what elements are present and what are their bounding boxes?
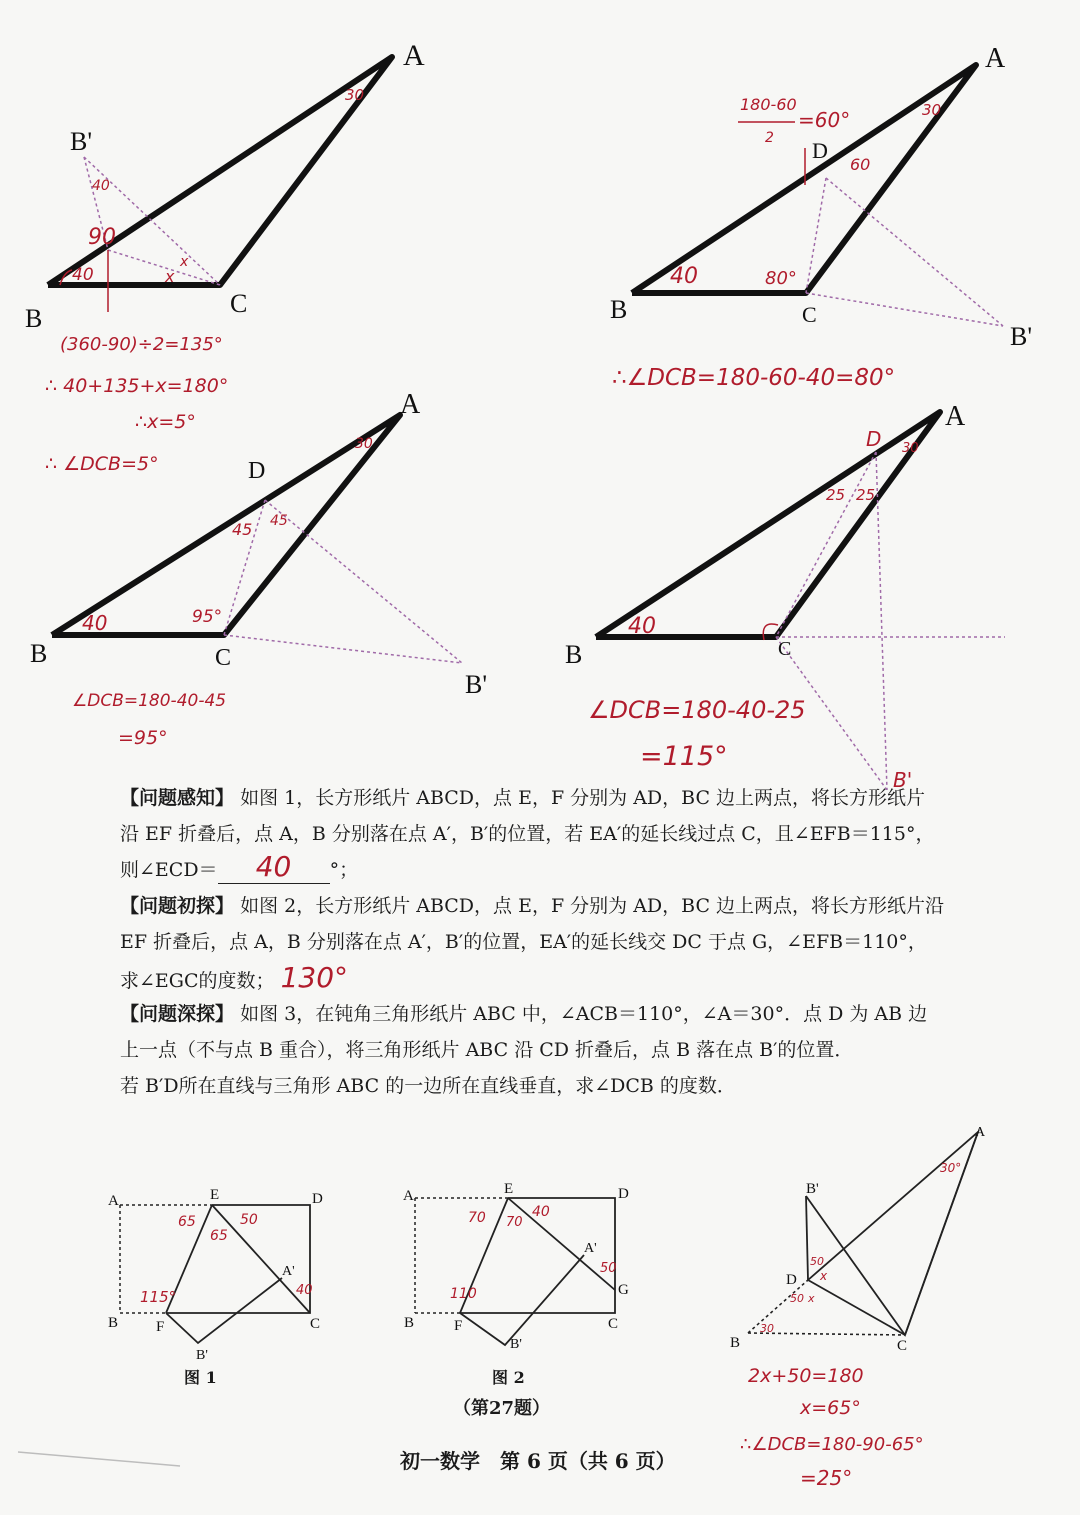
answer-egc: 130°	[280, 961, 349, 994]
fig3-mark-d4: x	[808, 1292, 815, 1305]
fig3-work-2: x=65°	[800, 1397, 861, 1419]
sketch-3-mark-a: 30	[355, 436, 373, 452]
problem-perception	[120, 780, 1010, 888]
sketch-3	[30, 389, 487, 749]
sketch-2-frac-result: =60°	[798, 108, 851, 132]
fig3-mark-a: 30°	[940, 1161, 962, 1175]
fig2-label-b: B	[404, 1315, 415, 1331]
problem-deep-text-1: 如图 3，在钝角三角形纸片 ABC 中，∠ACB＝110°，∠A＝30°．点 D 为 AB 边	[240, 1003, 928, 1025]
sketch-1-mark-a: 30	[345, 86, 365, 104]
fig1-label-c: C	[310, 1316, 321, 1332]
sketch-3-mark-c: 95°	[192, 607, 223, 627]
sketch-4-label-c: C	[778, 638, 792, 660]
problem-perception-text-2: 沿 EF 折叠后，点 A，B 分别落在点 A′，B′的位置，若 EA′的延长线过点 C，且∠EFB＝115°，	[120, 823, 935, 845]
figure-2-caption: 图 2	[492, 1368, 525, 1387]
sketch-2-fold-dbp	[826, 178, 1003, 326]
problem-perception-tag: 【问题感知】	[120, 787, 235, 809]
page-footer: 初一数学 第 6 页（共 6 页）	[400, 1449, 676, 1473]
fig2-label-a: A	[403, 1188, 414, 1204]
fig2-label-bp: B'	[510, 1337, 522, 1352]
fig1-label-ap: A'	[282, 1264, 295, 1279]
fig2-label-e: E	[504, 1181, 514, 1197]
fig1-mark-e1: 65	[178, 1214, 196, 1230]
sketch-3-fold-dbp	[265, 500, 462, 663]
sketch-4	[565, 401, 1005, 790]
sketch-1-fold-bpc	[84, 157, 220, 285]
sketch-2-work: ∴∠DCB=180-60-40=80°	[612, 365, 896, 391]
fig2-mark-e2: 70	[506, 1215, 523, 1230]
sketch-3-label-a: A	[400, 389, 421, 420]
fig1-label-f: F	[156, 1319, 165, 1335]
fig2-mark-e3: 40	[532, 1204, 550, 1220]
sketch-2-frac-top: 180-60	[740, 95, 797, 114]
fig3-mark-d2: x	[820, 1269, 828, 1283]
sketch-1-work-3: ∴x=5°	[135, 411, 196, 433]
problem-explore-text-1: 如图 2，长方形纸片 ABCD，点 E，F 分别为 AD，BC 边上两点，将长方形纸片沿	[240, 895, 945, 917]
fig3-mark-b: 30	[760, 1322, 774, 1335]
sketch-2-triangle	[632, 65, 976, 293]
fig1-mark-e2: 65	[210, 1228, 228, 1244]
sketch-1-work-4: ∴ ∠DCB=5°	[45, 453, 159, 475]
figure-2	[403, 1181, 629, 1352]
scan-mark	[18, 1452, 180, 1466]
problem-explore-text-3: 求∠EGC的度数；	[120, 970, 275, 992]
sketch-2-mark-c: 80°	[765, 268, 797, 289]
sketch-1-mark-x1: x	[180, 254, 189, 270]
fig3-bpd	[806, 1196, 808, 1280]
fig3-bd-dashed	[748, 1280, 808, 1333]
fig2-line-eg	[508, 1198, 615, 1290]
fig3-label-a: A	[975, 1125, 986, 1140]
sketch-1	[25, 39, 425, 475]
sketch-4-mark-d1: 25	[826, 486, 846, 504]
sketch-2-fold-cbp	[806, 293, 1003, 326]
sketch-2-label-c: C	[802, 302, 817, 327]
problem-perception-line-1	[120, 780, 1010, 816]
fig2-label-d: D	[618, 1186, 629, 1202]
sketch-2-label-a: A	[985, 43, 1006, 74]
problem-explore-text-2: EF 折叠后，点 A，B 分别落在点 A′，B′的位置，EA′的延长线交 DC 于点 G，∠EFB＝110°，	[120, 931, 927, 953]
sketch-2-mark-b: 40	[670, 264, 698, 289]
sketch-3-label-b: B	[30, 639, 48, 668]
sketch-4-label-d: D	[866, 427, 882, 451]
sketch-4-fold-dbp	[876, 452, 887, 790]
sketch-3-mark-b: 40	[82, 611, 108, 635]
sketch-3-triangle	[52, 415, 400, 635]
problem-explore-tag: 【问题初探】	[120, 895, 235, 917]
sketch-4-mark-d2: 25	[856, 486, 876, 504]
fig1-label-bp: B'	[196, 1348, 208, 1363]
sketch-1-work-2: ∴ 40+135+x=180°	[45, 375, 229, 397]
sketch-3-label-c: C	[215, 645, 232, 671]
fig2-mark-e1: 70	[468, 1210, 486, 1226]
fig3-work-3: ∴∠DCB=180-90-65°	[740, 1434, 924, 1455]
fig1-label-e: E	[210, 1187, 220, 1203]
fig3-label-bp: B'	[806, 1181, 819, 1197]
problem-deep-text-3: 若 B′D所在直线与三角形 ABC 的一边所在直线垂直，求∠DCB 的度数．	[120, 1075, 736, 1097]
fig1-mark-c: 40	[296, 1283, 313, 1298]
sketch-4-mark-a: 30	[902, 441, 919, 456]
problem-explore-line-1	[120, 888, 1010, 924]
fig2-label-c: C	[608, 1316, 619, 1332]
sketch-1-mark-x: x	[165, 267, 175, 286]
sketch-4-mark-b: 40	[628, 614, 656, 639]
sketch-1-mark-b: 40	[72, 265, 94, 285]
sketch-1-mark-bp: 40	[92, 178, 110, 194]
fig3-work-1: 2x+50=180	[748, 1365, 864, 1387]
sketch-3-mark-d1: 45	[232, 520, 253, 539]
sketch-3-label-bp: B'	[465, 670, 488, 699]
sketch-2-label-d: D	[812, 138, 828, 163]
fig3-mark-d1: 50	[810, 1255, 824, 1268]
sketch-4-label-bp: B'	[893, 768, 913, 790]
sketch-2-label-bp: B'	[1010, 322, 1033, 351]
problem-perception-text-1: 如图 1，长方形纸片 ABCD，点 E，F 分别为 AD，BC 边上两点，将长方形纸片	[240, 787, 926, 809]
problem-explore-line-3	[120, 960, 1010, 999]
fig1-mark-e3: 50	[240, 1212, 258, 1228]
fig3-work-4: =25°	[800, 1466, 853, 1490]
sketch-3-mark-d2: 45	[270, 513, 288, 529]
sketch-3-fold-cbp	[224, 635, 462, 663]
fig1-mark-f: 115°	[140, 1288, 177, 1306]
problem-explore	[120, 888, 1010, 999]
problem-perception-line-3	[120, 852, 1010, 888]
sketch-4-work-2: =115°	[640, 741, 728, 772]
fig2-label-g: G	[618, 1282, 629, 1298]
sketch-3-label-d: D	[248, 458, 266, 484]
fig1-label-d: D	[312, 1191, 323, 1207]
fig1-label-a: A	[108, 1193, 119, 1209]
fig2-label-ap: A'	[584, 1241, 597, 1256]
fig1-label-b: B	[108, 1315, 119, 1331]
sketch-1-mark-right: 90	[88, 225, 116, 250]
fig3-label-b: B	[730, 1335, 741, 1351]
problem-deep-line-1	[120, 996, 1010, 1032]
sketch-3-work-2: =95°	[118, 727, 168, 749]
problem-perception-text-3: 则∠ECD＝	[120, 859, 218, 881]
sketch-1-label-a: A	[403, 39, 425, 72]
answer-ecd: 40	[255, 850, 292, 883]
fig3-label-d: D	[786, 1272, 797, 1288]
sketch-1-label-b: B	[25, 304, 43, 333]
problem-deep-text-2: 上一点（不与点 B 重合），将三角形纸片 ABC 沿 CD 折叠后，点 B 落在点 B′的位置．	[120, 1039, 854, 1061]
sketch-1-fold-dc	[108, 250, 220, 285]
sketch-1-label-bp: B'	[70, 127, 93, 156]
figure-1-caption: 图 1	[184, 1368, 217, 1387]
fig3-mark-d3: 50	[790, 1292, 804, 1305]
figure-3	[730, 1125, 986, 1490]
problem-perception-text-4: °；	[329, 859, 359, 881]
sketch-2-mark-d: 60	[850, 155, 871, 174]
fig2-label-f: F	[454, 1318, 463, 1334]
fig3-dc	[808, 1280, 905, 1335]
sketch-2-frac-bottom: 2	[765, 130, 774, 146]
sketch-4-fold-dc	[776, 452, 876, 637]
problem-deep	[120, 996, 1010, 1104]
fig2-mark-g: 50	[600, 1261, 617, 1276]
figure-1	[108, 1187, 323, 1363]
sketch-3-work-1: ∠DCB=180-40-45	[72, 691, 227, 711]
fig3-label-c: C	[897, 1338, 908, 1354]
sketch-2-mark-a: 30	[922, 101, 942, 119]
sketch-4-label-b: B	[565, 640, 583, 669]
answer-blank	[218, 850, 330, 884]
sketch-4-label-a: A	[945, 401, 966, 432]
sketch-4-work-1: ∠DCB=180-40-25	[588, 696, 806, 724]
question-caption: （第27题）	[453, 1398, 551, 1419]
fig2-mark-f: 110	[450, 1286, 477, 1302]
sketch-4-triangle	[596, 412, 940, 637]
problem-deep-tag: 【问题深探】	[120, 1003, 235, 1025]
fig1-folded-flap	[166, 1278, 282, 1343]
sketch-1-label-c: C	[230, 289, 248, 318]
sketch-2	[610, 43, 1032, 391]
sketch-1-work-1: (360-90)÷2=135°	[60, 334, 223, 355]
sketch-2-label-b: B	[610, 295, 628, 324]
